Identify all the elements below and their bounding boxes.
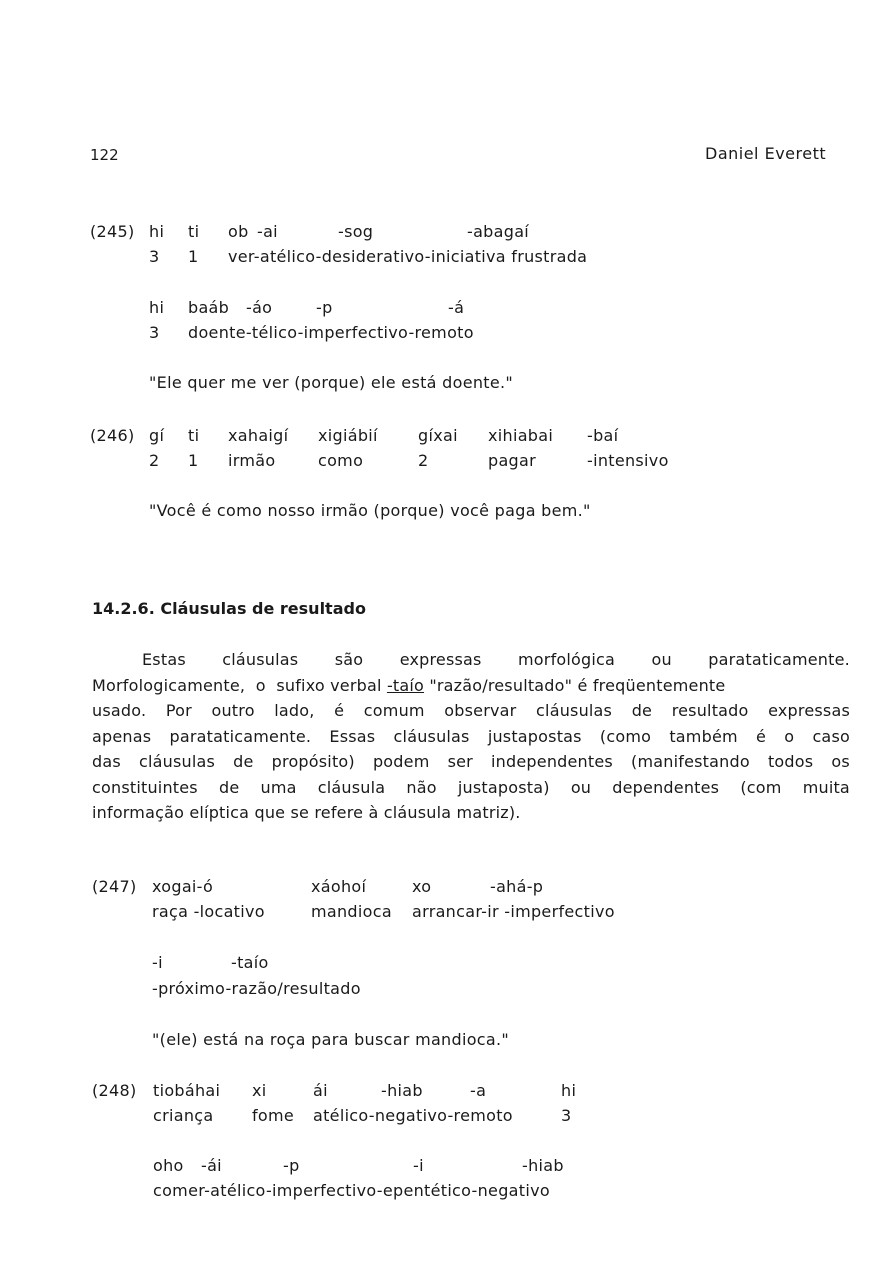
gloss-word: 3 xyxy=(149,247,160,266)
word: caso xyxy=(812,726,850,746)
gloss-word: oho xyxy=(153,1156,184,1175)
gloss-word: -baí xyxy=(587,426,619,445)
example-number: (245) xyxy=(90,222,135,241)
gloss-word: raça -locativo xyxy=(152,902,265,921)
gloss-word: xahaigí xyxy=(228,426,289,445)
gloss-word: 3 xyxy=(561,1106,572,1125)
word: lado, xyxy=(274,701,315,720)
word: justapostas xyxy=(487,726,582,746)
gloss-word: hi xyxy=(149,298,165,317)
gloss-word: baáb xyxy=(188,298,230,317)
gloss-word: ái xyxy=(313,1081,328,1100)
gloss-word: ti xyxy=(188,426,200,445)
text-run: informação elíptica que se refere à cláusula matriz). xyxy=(92,803,521,822)
word: não xyxy=(406,777,437,797)
word: expressas xyxy=(768,701,850,720)
gloss-word: -taío xyxy=(231,953,269,972)
section-title: 14.2.6. Cláusulas de resultado xyxy=(92,599,366,618)
gloss-word: xáohoí xyxy=(311,877,367,896)
paragraph-line xyxy=(92,673,850,699)
word: cláusulas xyxy=(536,701,613,720)
word: cláusulas xyxy=(139,752,216,771)
gloss-word: -a xyxy=(470,1081,487,1100)
gloss-word: xigiábií xyxy=(318,426,378,445)
gloss-word: ob xyxy=(228,222,249,241)
gloss-word: comer-atélico-imperfectivo-epentético-negativo xyxy=(153,1181,550,1200)
gloss-word: 3 xyxy=(149,323,160,342)
word: muita xyxy=(802,777,850,797)
gloss-word: -próximo-razão/resultado xyxy=(152,979,361,998)
word: de xyxy=(233,752,254,771)
page-number: 122 xyxy=(90,146,119,164)
word: independentes xyxy=(491,752,613,771)
gloss-word: mandioca xyxy=(311,902,392,921)
word: dependentes xyxy=(612,777,720,797)
word: apenas xyxy=(92,726,152,746)
word: os xyxy=(831,752,850,771)
gloss-word: hi xyxy=(561,1081,577,1100)
word: também xyxy=(669,726,738,746)
word: ou xyxy=(651,650,672,669)
gloss-word: -hiab xyxy=(522,1156,564,1175)
word: todos xyxy=(767,752,814,771)
word: (com xyxy=(740,777,782,797)
gloss-word: -sog xyxy=(338,222,374,241)
paragraph-line xyxy=(92,698,850,724)
word: podem xyxy=(372,752,430,771)
word: cláusulas xyxy=(222,650,299,669)
gloss-word: gíxai xyxy=(418,426,458,445)
gloss-word: -i xyxy=(152,953,163,972)
word: Estas xyxy=(142,650,186,669)
paragraph-line xyxy=(92,775,850,801)
gloss-word: tiobáhai xyxy=(153,1081,221,1100)
word: (manifestando xyxy=(631,752,750,771)
gloss-word: 1 xyxy=(188,451,199,470)
word: ou xyxy=(570,777,592,797)
gloss-word: atélico-negativo-remoto xyxy=(313,1106,513,1125)
paragraph-line xyxy=(92,749,850,775)
free-translation: "Você é como nosso irmão (porque) você paga bem." xyxy=(149,501,591,520)
gloss-word: -abagaí xyxy=(467,222,530,241)
gloss-word: -hiab xyxy=(381,1081,423,1100)
word: morfológica xyxy=(518,650,616,669)
word: justaposta) xyxy=(457,777,550,797)
word: das xyxy=(92,752,121,771)
word: é xyxy=(334,701,345,720)
gloss-word: xogai-ó xyxy=(152,877,214,896)
word: cláusulas xyxy=(393,726,470,746)
word: Por xyxy=(165,701,192,720)
body-paragraph xyxy=(92,647,850,826)
word: expressas xyxy=(399,650,482,669)
word: ser xyxy=(447,752,473,771)
gloss-word: xihiabai xyxy=(488,426,554,445)
gloss-word: gí xyxy=(149,426,165,445)
gloss-word: -ai xyxy=(257,222,278,241)
word: comum xyxy=(363,701,425,720)
gloss-word: irmão xyxy=(228,451,276,470)
word: é xyxy=(755,726,767,746)
free-translation: "Ele quer me ver (porque) ele está doente." xyxy=(149,373,514,392)
gloss-word: -ahá-p xyxy=(490,877,544,896)
example-number: (248) xyxy=(92,1081,137,1100)
word: parataticamente. xyxy=(708,650,850,669)
word: propósito) xyxy=(271,752,355,771)
gloss-word: como xyxy=(318,451,364,470)
example-number: (247) xyxy=(92,877,137,896)
gloss-word: arrancar-ir -imperfectivo xyxy=(412,902,615,921)
gloss-word: hi xyxy=(149,222,165,241)
paragraph-line xyxy=(92,647,850,673)
word: parataticamente. xyxy=(169,726,312,746)
gloss-word: pagar xyxy=(488,451,536,470)
word: resultado xyxy=(671,701,749,720)
paragraph-line xyxy=(92,724,850,750)
gloss-word: criança xyxy=(153,1106,214,1125)
word: outro xyxy=(211,701,255,720)
word: (como xyxy=(599,726,652,746)
underlined-suffix: -taío xyxy=(386,675,425,695)
gloss-word: doente-télico-imperfectivo-remoto xyxy=(188,323,474,342)
gloss-word: -áo xyxy=(246,298,273,317)
word: cláusula xyxy=(317,777,386,797)
text-run: Morfologicamente, o sufixo verbal xyxy=(92,675,387,695)
gloss-word: ti xyxy=(188,222,200,241)
gloss-word: -p xyxy=(316,298,333,317)
example-number: (246) xyxy=(90,426,135,445)
free-translation: "(ele) está na roça para buscar mandioca." xyxy=(152,1030,510,1049)
gloss-word: -á xyxy=(448,298,465,317)
word: usado. xyxy=(92,701,147,720)
text-run: "razão/resultado" é freqüentemente xyxy=(424,675,726,695)
paragraph-line xyxy=(92,800,850,826)
word: observar xyxy=(444,701,517,720)
gloss-word: -ái xyxy=(201,1156,222,1175)
word: de xyxy=(631,701,653,720)
gloss-word: -p xyxy=(283,1156,300,1175)
word: o xyxy=(784,726,795,746)
word: uma xyxy=(260,777,297,797)
gloss-word: ver-atélico-desiderativo-iniciativa frustrada xyxy=(228,247,588,266)
gloss-word: 1 xyxy=(188,247,199,266)
word: de xyxy=(218,777,240,797)
word: constituintes xyxy=(92,777,198,797)
gloss-word: fome xyxy=(252,1106,295,1125)
word: são xyxy=(334,650,364,669)
gloss-word: 2 xyxy=(418,451,429,470)
gloss-word: xi xyxy=(252,1081,267,1100)
running-header-author: Daniel Everett xyxy=(705,144,827,163)
gloss-word: 2 xyxy=(149,451,160,470)
word: Essas xyxy=(329,726,376,746)
gloss-word: -intensivo xyxy=(587,451,669,470)
gloss-word: -i xyxy=(413,1156,424,1175)
gloss-word: xo xyxy=(412,877,432,896)
